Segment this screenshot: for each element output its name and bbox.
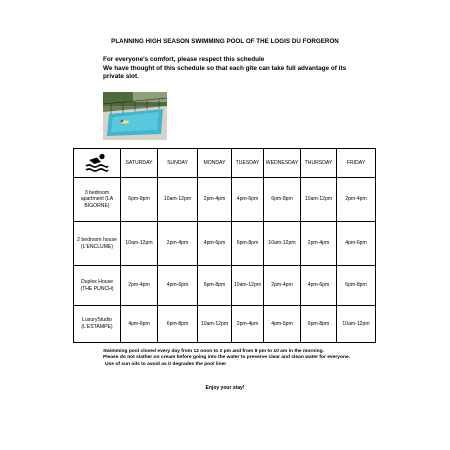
day-header: MONDAY — [198, 149, 232, 178]
closing-message: Enjoy your stay! — [205, 385, 245, 391]
page-title: PLANNING HIGH SEASON SWIMMING POOL OF THE LOGIS DU FORGERON — [111, 38, 339, 45]
time-slot: 2pm-4pm — [337, 178, 376, 222]
unit-name: LuxuryStudio (L'ESTAMPE) — [74, 306, 121, 343]
time-slot: 2pm-4pm — [198, 178, 232, 222]
intro-line-2: We have thought of this schedule so that each gîte can take full advantage of its private slot. — [103, 64, 347, 81]
day-header: SUNDAY — [158, 149, 198, 178]
unit-name: 2 bedroom house (L'ENCLUME) — [74, 222, 121, 266]
day-header: TUESDAY — [232, 149, 264, 178]
day-header: SATURDAY — [121, 149, 158, 178]
time-slot: 4pm-6pm — [121, 306, 158, 343]
table-row — [74, 266, 376, 306]
time-slot: 6pm-8pm — [337, 266, 376, 306]
time-slot: 4pm-6pm — [337, 222, 376, 266]
table-row — [74, 178, 376, 222]
day-header: WEDNESDAY — [264, 149, 301, 178]
time-slot: 2pm-4pm — [264, 266, 301, 306]
unit-name: 3 bedroom apartment (LA BIGORNE) — [74, 178, 121, 222]
time-slot: 2pm-4pm — [158, 222, 198, 266]
time-slot: 6pm-8pm — [121, 178, 158, 222]
time-slot: 6pm-8pm — [198, 266, 232, 306]
intro-line-1: For everyone's comfort, please respect this schedule — [103, 56, 265, 63]
time-slot: 6pm-8pm — [232, 222, 264, 266]
time-slot: 10am-12pm — [301, 178, 337, 222]
time-slot: 10am-12pm — [158, 178, 198, 222]
intro-text — [103, 56, 363, 82]
rule-hours: Swimming pool closed every day from 12 noon to 2 pm and from 8 pm to 10 am in the morning. — [103, 349, 324, 354]
header-icon-cell — [74, 149, 121, 178]
time-slot: 10am-12pm — [264, 222, 301, 266]
table-row — [74, 222, 376, 266]
table-header-row — [74, 149, 376, 178]
time-slot: 10am-12pm — [198, 306, 232, 343]
time-slot: 4pm-6pm — [158, 266, 198, 306]
pool-rules — [103, 349, 363, 368]
rule-oils: Use of sun oils to avoid as it degrades the pool liner — [105, 361, 227, 367]
time-slot: 6pm-8pm — [264, 178, 301, 222]
time-slot: 4pm-6pm — [264, 306, 301, 343]
swimmer-icon — [85, 153, 109, 173]
day-header: THURSDAY — [301, 149, 337, 178]
time-slot: 2pm-4pm — [232, 306, 264, 343]
time-slot: 4pm-6pm — [232, 178, 264, 222]
time-slot: 10am-12pm — [337, 306, 376, 343]
time-slot: 4pm-6pm — [198, 222, 232, 266]
pool-photo — [103, 92, 167, 140]
time-slot: 10am-12pm — [121, 222, 158, 266]
time-slot: 6pm-8pm — [301, 306, 337, 343]
time-slot: 4pm-6pm — [301, 266, 337, 306]
rule-cream: Please do not slather on cream before going into the water to preserve clear and clean water for everyone. — [103, 355, 351, 361]
time-slot: 2pm-4pm — [301, 222, 337, 266]
pool-schedule-table — [73, 148, 376, 343]
day-header: FRIDAY — [337, 149, 376, 178]
unit-name: Duplex House (THE PUNCH) — [74, 266, 121, 306]
time-slot: 2pm-4pm — [121, 266, 158, 306]
table-row — [74, 306, 376, 343]
time-slot: 10am-12pm — [232, 266, 264, 306]
time-slot: 6pm-8pm — [158, 306, 198, 343]
